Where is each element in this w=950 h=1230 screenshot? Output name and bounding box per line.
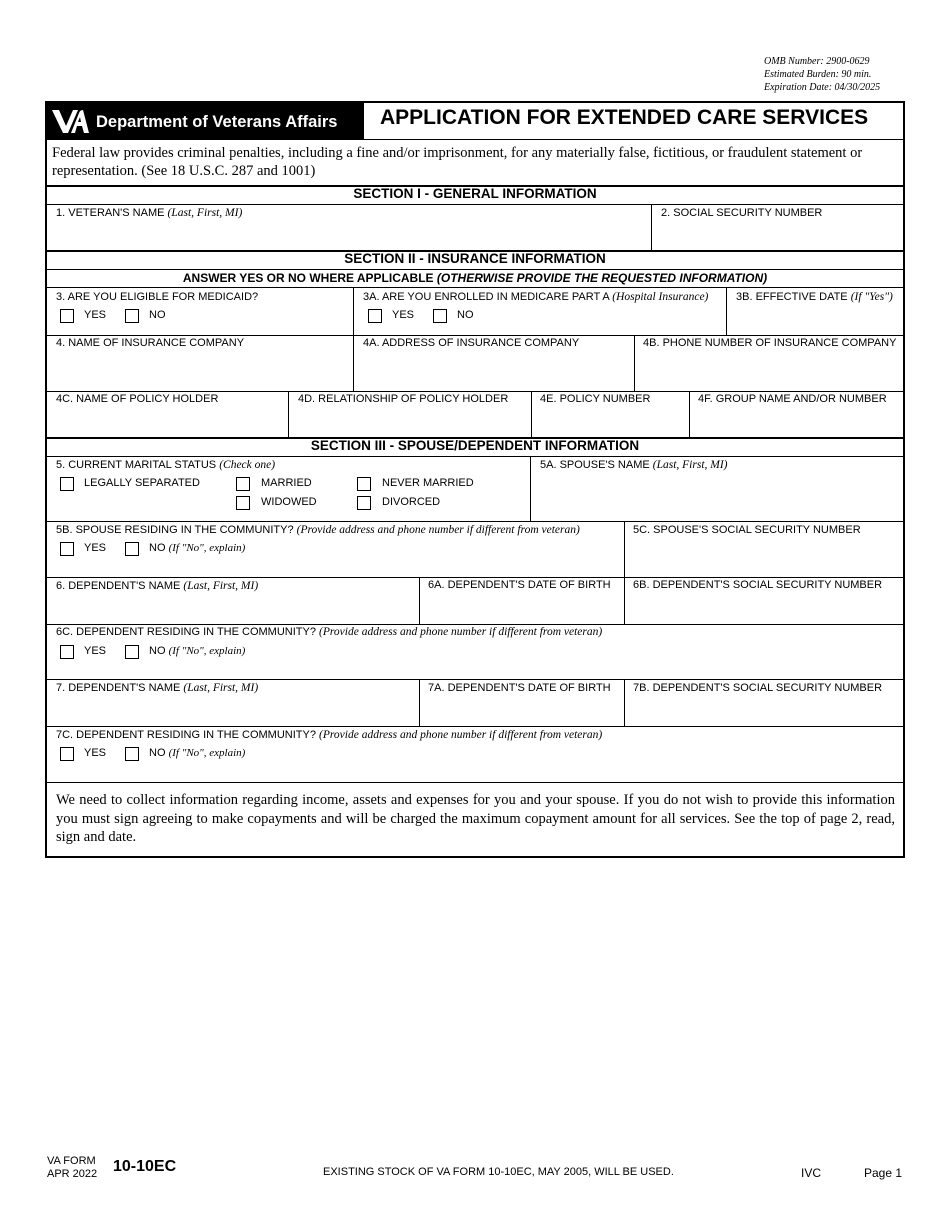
medicare-no-label: NO <box>457 309 474 321</box>
ssn-label: 2. SOCIAL SECURITY NUMBER <box>661 207 823 219</box>
dependent1-community-no-checkbox[interactable] <box>125 645 139 659</box>
spouse-community-label-text: 5B. SPOUSE RESIDING IN THE COMMUNITY? <box>56 524 294 536</box>
dependent1-community-yes-checkbox[interactable] <box>60 645 74 659</box>
agency-name: Department of Veterans Affairs <box>96 113 338 131</box>
dependent1-dob-label: 6A. DEPENDENT'S DATE OF BIRTH <box>428 579 611 591</box>
spouse-name-field[interactable] <box>540 480 898 514</box>
dependent2-name-label <box>56 682 258 695</box>
dependent2-dob-label: 7A. DEPENDENT'S DATE OF BIRTH <box>428 682 611 694</box>
divider <box>624 679 625 726</box>
section-3-title: SECTION III - SPOUSE/DEPENDENT INFORMATION <box>310 438 640 453</box>
effective-date-label <box>736 291 893 304</box>
insurance-company-field[interactable] <box>56 356 346 382</box>
dependent2-community-yes-label: YES <box>84 747 107 759</box>
medicare-label-text: 3A. ARE YOU ENROLLED IN MEDICARE PART A <box>363 291 610 303</box>
veteran-name-label <box>56 207 242 220</box>
income-notice: We need to collect information regarding income, assets and expenses for you and your spouse. If you do not wish to provide this information you must sign agreeing to make copayments and will be charged the maximum copayment amount for all services. See the top of page 2, read, sign and date. <box>56 792 895 845</box>
divider <box>47 204 903 205</box>
page-number: Page 1 <box>864 1166 903 1180</box>
form-date: APR 2022 <box>47 1168 98 1180</box>
never-married-label: NEVER MARRIED <box>382 477 474 489</box>
dependent2-community-hint: (Provide address and phone number if different from veteran) <box>319 729 603 741</box>
dependent1-ssn-field[interactable] <box>633 598 898 622</box>
divider <box>47 456 903 457</box>
medicaid-no-label: NO <box>149 309 166 321</box>
penalty-notice: Federal law provides criminal penalties, including a fine and/or imprisonment, for any materially false, fictitious, or fraudulent statement or representation. (See 18 U.S.C. 287 and 1001) <box>52 145 863 179</box>
dependent1-community-label-text: 6C. DEPENDENT RESIDING IN THE COMMUNITY? <box>56 626 316 638</box>
veteran-name-field[interactable] <box>56 224 646 246</box>
divider <box>47 391 903 392</box>
effective-date-hint: (If "Yes") <box>850 291 893 303</box>
group-name-field[interactable] <box>698 411 898 435</box>
dependent2-ssn-label: 7B. DEPENDENT'S SOCIAL SECURITY NUMBER <box>633 682 883 694</box>
no-hint: (If "No", explain) <box>168 645 246 657</box>
divider <box>47 679 903 680</box>
never-married-checkbox[interactable] <box>357 477 371 491</box>
estimated-burden: Estimated Burden: 90 min. <box>764 69 872 80</box>
widowed-checkbox[interactable] <box>236 496 250 510</box>
married-label: MARRIED <box>261 477 312 489</box>
dependent1-ssn-label: 6B. DEPENDENT'S SOCIAL SECURITY NUMBER <box>633 579 883 591</box>
dependent2-community-no-label <box>149 747 245 760</box>
insurance-company-label: 4. NAME OF INSURANCE COMPANY <box>56 337 245 349</box>
medicaid-yes-label: YES <box>84 309 107 321</box>
instruction-text: ANSWER YES OR NO WHERE APPLICABLE <box>182 271 434 285</box>
dependent2-community-no-checkbox[interactable] <box>125 747 139 761</box>
marital-status-label-text: 5. CURRENT MARITAL STATUS <box>56 459 217 471</box>
form-code: IVC <box>801 1166 822 1180</box>
divider <box>47 335 903 336</box>
insurance-address-label: 4A. ADDRESS OF INSURANCE COMPANY <box>363 337 580 349</box>
group-name-label: 4F. GROUP NAME AND/OR NUMBER <box>698 393 887 405</box>
effective-date-label-text: 3B. EFFECTIVE DATE <box>736 291 848 303</box>
dependent1-dob-field[interactable] <box>428 598 618 622</box>
marital-status-hint: (Check one) <box>219 459 276 471</box>
legally-separated-checkbox[interactable] <box>60 477 74 491</box>
ssn-field[interactable] <box>660 224 898 246</box>
medicaid-label: 3. ARE YOU ELIGIBLE FOR MEDICAID? <box>56 291 259 303</box>
no-text: NO <box>149 645 166 657</box>
relationship-label: 4D. RELATIONSHIP OF POLICY HOLDER <box>298 393 509 405</box>
divider <box>47 287 903 288</box>
effective-date-field[interactable] <box>736 308 898 330</box>
instruction-italic: (OTHERWISE PROVIDE THE REQUESTED INFORMATION) <box>436 271 768 285</box>
relationship-field[interactable] <box>298 411 523 435</box>
medicaid-no-checkbox[interactable] <box>125 309 139 323</box>
no-text: NO <box>149 542 166 554</box>
spouse-name-hint: (Last, First, MI) <box>652 459 728 471</box>
dependent1-name-field[interactable] <box>56 598 412 622</box>
omb-block <box>764 55 880 94</box>
spouse-ssn-field[interactable] <box>633 543 898 571</box>
dependent2-ssn-field[interactable] <box>633 700 898 724</box>
va-header-bar <box>47 103 364 139</box>
policy-holder-field[interactable] <box>56 411 282 435</box>
insurance-phone-field[interactable] <box>643 356 898 382</box>
divider <box>634 335 635 391</box>
divider <box>419 577 420 625</box>
dependent1-name-label <box>56 580 258 593</box>
dependent2-dob-field[interactable] <box>428 700 618 724</box>
divider <box>47 624 903 625</box>
footer-va-form <box>47 1155 97 1181</box>
spouse-community-hint: (Provide address and phone number if different from veteran) <box>296 524 580 536</box>
medicare-yes-label: YES <box>392 309 415 321</box>
divider <box>47 139 903 140</box>
dependent2-name-field[interactable] <box>56 700 412 724</box>
spouse-name-label <box>540 459 728 472</box>
divider <box>689 391 690 438</box>
medicaid-yes-checkbox[interactable] <box>60 309 74 323</box>
veteran-name-label-text: 1. VETERAN'S NAME <box>56 207 165 219</box>
form-title: APPLICATION FOR EXTENDED CARE SERVICES <box>380 106 869 129</box>
spouse-community-no-checkbox[interactable] <box>125 542 139 556</box>
divider <box>419 679 420 726</box>
divider <box>651 204 652 251</box>
veteran-name-hint: (Last, First, MI) <box>167 207 243 219</box>
no-hint: (If "No", explain) <box>168 542 246 554</box>
divider <box>530 456 531 521</box>
divorced-checkbox[interactable] <box>357 496 371 510</box>
dependent1-community-label <box>56 626 602 639</box>
divider <box>726 287 727 335</box>
spouse-community-yes-checkbox[interactable] <box>60 542 74 556</box>
medicare-yes-checkbox[interactable] <box>368 309 382 323</box>
dependent1-community-no-label <box>149 645 245 658</box>
divider <box>353 335 354 391</box>
medicare-no-checkbox[interactable] <box>433 309 447 323</box>
va-logo-icon <box>51 107 91 135</box>
divorced-label: DIVORCED <box>382 496 441 508</box>
divider <box>47 782 903 783</box>
policy-number-field[interactable] <box>540 411 683 435</box>
insurance-address-field[interactable] <box>363 356 628 382</box>
dependent2-name-hint: (Last, First, MI) <box>183 682 259 694</box>
no-hint: (If "No", explain) <box>168 747 246 759</box>
va-form-label: VA FORM <box>47 1155 96 1167</box>
divider <box>353 287 354 335</box>
widowed-label: WIDOWED <box>261 496 317 508</box>
spouse-name-label-text: 5A. SPOUSE'S NAME <box>540 459 650 471</box>
dependent2-community-yes-checkbox[interactable] <box>60 747 74 761</box>
divider <box>531 391 532 438</box>
omb-number: OMB Number: 2900-0629 <box>764 56 870 67</box>
spouse-community-label <box>56 524 580 537</box>
expiration-date: Expiration Date: 04/30/2025 <box>764 82 881 93</box>
insurance-phone-label: 4B. PHONE NUMBER OF INSURANCE COMPANY <box>643 337 897 349</box>
dependent2-community-label <box>56 729 602 742</box>
divider <box>288 391 289 438</box>
dependent1-community-hint: (Provide address and phone number if different from veteran) <box>319 626 603 638</box>
divider <box>624 577 625 625</box>
dependent2-community-label-text: 7C. DEPENDENT RESIDING IN THE COMMUNITY? <box>56 729 316 741</box>
marital-status-label <box>56 459 275 472</box>
medicare-label <box>363 291 708 304</box>
section-1-title: SECTION I - GENERAL INFORMATION <box>353 186 597 201</box>
policy-holder-label: 4C. NAME OF POLICY HOLDER <box>56 393 219 405</box>
dependent2-name-label-text: 7. DEPENDENT'S NAME <box>56 682 181 694</box>
divider <box>47 726 903 727</box>
stock-note: EXISTING STOCK OF VA FORM 10-10EC, MAY 2005, WILL BE USED. <box>323 1166 674 1178</box>
form-number: 10-10EC <box>113 1158 177 1175</box>
dependent1-community-yes-label: YES <box>84 645 107 657</box>
policy-number-label: 4E. POLICY NUMBER <box>540 393 651 405</box>
spouse-ssn-label: 5C. SPOUSE'S SOCIAL SECURITY NUMBER <box>633 524 861 536</box>
divider <box>47 269 903 270</box>
spouse-community-yes-label: YES <box>84 542 107 554</box>
section-2-title: SECTION II - INSURANCE INFORMATION <box>344 251 606 266</box>
divider <box>47 577 903 578</box>
divider <box>47 521 903 522</box>
dependent1-name-hint: (Last, First, MI) <box>183 580 259 592</box>
no-text: NO <box>149 747 166 759</box>
dependent1-name-label-text: 6. DEPENDENT'S NAME <box>56 580 181 592</box>
section-2-instruction <box>47 271 903 285</box>
medicare-hint: (Hospital Insurance) <box>612 291 709 303</box>
divider <box>624 521 625 577</box>
spouse-community-no-label <box>149 542 245 555</box>
married-checkbox[interactable] <box>236 477 250 491</box>
legally-separated-label: LEGALLY SEPARATED <box>84 477 200 489</box>
